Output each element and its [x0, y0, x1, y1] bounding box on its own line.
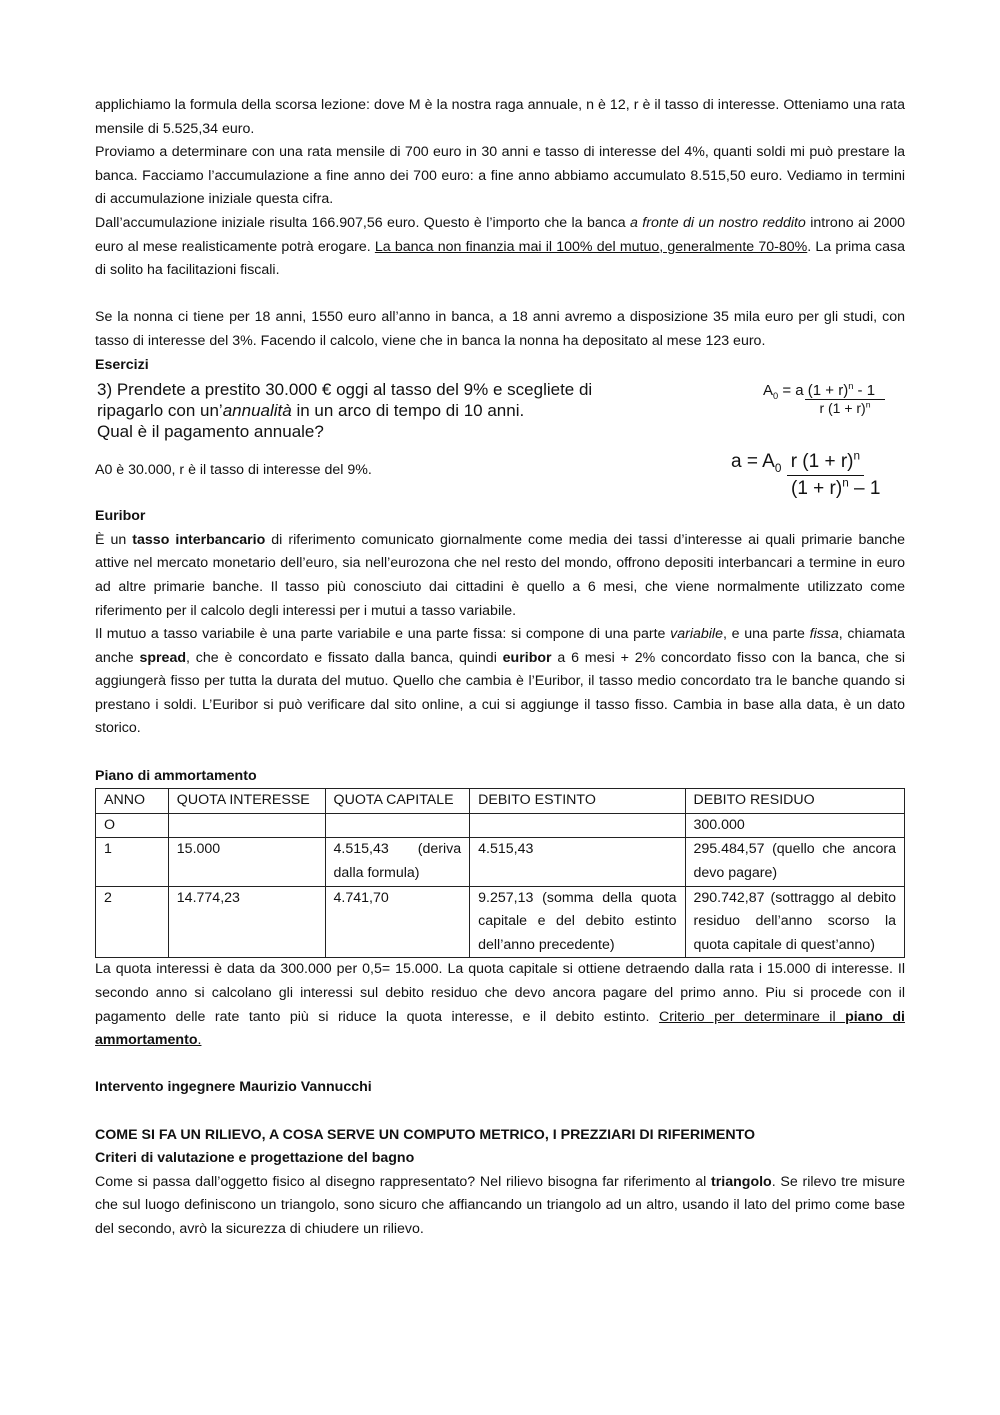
amortization-table [95, 788, 905, 958]
table-cell: 15.000 [168, 838, 325, 886]
spacer [95, 283, 905, 307]
table-cell [470, 813, 685, 838]
text-run: . [197, 1032, 202, 1049]
formula-term: (1 + r) [791, 478, 843, 500]
text-run: introno ai 2000 euro al mese realisticamente potrà erogare. [95, 214, 906, 255]
formula-term: = a (1 + r) [778, 382, 849, 400]
bold-run: piano di ammortamento [95, 1008, 905, 1049]
formula-numerator-line [763, 381, 903, 402]
formula-exponent: n [865, 399, 871, 410]
text-run: Criterio per determinare il [658, 1008, 846, 1025]
italic-run: a fronte di un nostro reddito [630, 214, 806, 231]
formula-denominator [791, 476, 906, 502]
esercizi-heading: Esercizi [95, 356, 149, 373]
exercise-block [95, 377, 905, 505]
text-run: ripagarlo con un’ [97, 401, 223, 421]
formula-term: – 1 [848, 478, 881, 500]
intro-paragraph-3 [95, 212, 905, 283]
table-header-cell: DEBITO RESIDUO [685, 789, 904, 814]
text-run: a 6 mesi + 2% concordato fisso con la banca, che si aggiungerà fisso per tutta la durata del mutuo. Quello che cambia è l’Euribor, il tasso medio concordato tra le banche quando si prestano i soldi. L’Euribor si può verificare dal sito online, a cui si aggiunge il tasso fisso. Cambia in base alla data, è un dato storico. [95, 649, 905, 737]
table-cell: 295.484,57 (quello che ancora devo pagare) [685, 838, 904, 886]
bold-run: triangolo [711, 1173, 772, 1190]
exercise-note: A0 è 30.000, r è il tasso di interesse del 9%. [95, 462, 372, 479]
spacer [95, 741, 905, 765]
euribor-paragraph-2 [95, 623, 905, 741]
euribor-paragraph-1 [95, 529, 905, 623]
table-header-row [96, 789, 905, 814]
euribor-heading: Euribor [95, 508, 146, 525]
text-run: , che è concordato e fissato dalla banca, quindi [186, 649, 503, 666]
table-header-cell: QUOTA CAPITALE [325, 789, 470, 814]
question-line-3: Qual è il pagamento annuale? [97, 422, 324, 442]
text-run: Come si passa dall’oggetto fisico al disegno rappresentato? Nel rilievo bisogna far riferimento al [95, 1173, 712, 1190]
formula-exponent: n [842, 476, 849, 490]
text-run: in un arco di tempo di 10 anni. [291, 401, 525, 421]
piano-heading: Piano di ammortamento [95, 767, 257, 784]
table-row [96, 813, 905, 838]
italic-run: fissa [809, 626, 839, 643]
text-run: La quota interessi è data da 300.000 per 0,5= 15.000. La quota capitale si ottiene detraendo dalla rata i 15.000 di interesse. Il secondo anno si calcolano gli interessi sul debito residuo che devo ancora pagare del primo anno. Piu si procede con il pagamento delle rate tanto più si riduce la quota interesse, e il debito estinto. [95, 961, 905, 1025]
table-cell: 290.742,87 (sottraggo al debito residuo dell’anno scorso la quota capitale di quest’anno) [685, 886, 904, 958]
table-row [96, 886, 905, 958]
formula-symbol: A [763, 382, 774, 400]
table-header-cell: ANNO [96, 789, 169, 814]
rilievo-heading: COME SI FA UN RILIEVO, A COSA SERVE UN COMPUTO METRICO, I PREZZIARI DI RIFERIMENTO [95, 1126, 756, 1143]
formula-term: r (1 + r) [819, 400, 866, 417]
table-cell [325, 813, 470, 838]
text-run: È un [95, 531, 133, 548]
text-run: , chiamata anche [95, 626, 906, 666]
table-cell: 300.000 [685, 813, 904, 838]
italic-run: variabile [670, 626, 723, 643]
rilievo-paragraph [95, 1171, 905, 1242]
rilievo-subheading: Criteri di valutazione e progettazione del bagno [95, 1150, 415, 1167]
spacer [95, 1053, 905, 1077]
piano-explanation [95, 958, 905, 1052]
text-run: di riferimento comunicato giornalmente come media dei tassi d’interesse ai quali primarie banche attive nel mercato monetario dell’euro, sia nell’eurozona che nel resto del mondo, offrono depositi interbancari a termine in euro ad altre primarie banche. Il tasso più conosciuto dai cittadini è quello a 6 mesi, che viene normalmente utilizzato come riferimento per il calcolo degli interessi per i mutui a tasso variabile. [95, 531, 905, 619]
question-line-1: 3) Prendete a prestito 30.000 € oggi al tasso del 9% e scegliete di [97, 380, 593, 400]
document-page [95, 94, 905, 1242]
intro-paragraph-4: Se la nonna ci tiene per 18 anni, 1550 euro all’anno in banca, a 18 anni avremo a disposizione 35 mila euro per gli studi, con tasso di interesse del 3%. Facendo il calcolo, viene che in banca la nonna ha depositato al mese 123 euro. [95, 309, 905, 349]
formula-numerator-line [731, 449, 906, 476]
formula-term: - 1 [853, 382, 876, 400]
formula-exponent: n [848, 381, 854, 392]
intervento-heading: Intervento ingegnere Maurizio Vannucchi [95, 1079, 372, 1096]
spacer [95, 1100, 905, 1124]
table-cell: 9.257,13 (somma della quota capitale e del debito estinto dell’anno precedente) [470, 886, 685, 958]
table-header-cell: DEBITO ESTINTO [470, 789, 685, 814]
exercise-question [97, 379, 657, 442]
formula-annual-payment [731, 449, 906, 502]
underlined-run: La banca non finanzia mai il 100% del mutuo, generalmente 70-80% [374, 238, 808, 255]
table-row [96, 838, 905, 886]
bold-run: euribor [502, 649, 552, 666]
text-run: . La prima casa di solito ha facilitazioni fiscali. [95, 238, 905, 279]
formula-numerator [787, 449, 864, 476]
formula-symbol: a = A [731, 451, 775, 473]
question-line-2 [97, 400, 657, 421]
formula-term: r (1 + r) [790, 451, 854, 473]
text-run: Il mutuo a tasso variabile è una parte variabile e una parte fissa: si compone di una parte [95, 626, 671, 643]
formula-exponent: n [853, 449, 861, 463]
formula-annuity-present-value [763, 383, 903, 416]
table-cell [168, 813, 325, 838]
formula-denominator [805, 399, 885, 416]
table-cell: 4.741,70 [325, 886, 470, 958]
table-cell: 4.515,43 (deriva dalla formula) [325, 838, 470, 886]
formula-subscript: 0 [773, 391, 779, 402]
table-cell: 4.515,43 [470, 838, 685, 886]
formula-subscript: 0 [774, 461, 782, 475]
text-run: . Se rilevo tre misure che sul luogo definiscono un triangolo, sono sicuro che affiancando un triangolo ad un altro, usando il lato del primo come base del secondo, avrò la sicurezza di chiudere un rilievo. [95, 1173, 905, 1237]
text-run: Dall’accumulazione iniziale risulta 166.907,56 euro. Questo è l’importo che la banca [95, 214, 631, 231]
table-header-cell: QUOTA INTERESSE [168, 789, 325, 814]
intro-paragraph-1: applichiamo la formula della scorsa lezione: dove M è la nostra raga annuale, n è 12, r è il tasso di interesse. Otteniamo una rata mensile di 5.525,34 euro. [95, 97, 905, 137]
italic-run: annualità [222, 401, 292, 421]
table-cell: 1 [96, 838, 169, 886]
bold-run: spread [139, 649, 187, 666]
intro-paragraph-2: Proviamo a determinare con una rata mensile di 700 euro in 30 anni e tasso di interesse del 4%, quanti soldi mi può prestare la banca. Facciamo l’accumulazione a fine anno dei 700 euro: a fine anno abbiamo accumulato 8.515,50 euro. Vediamo in termini di accumulazione iniziale questa cifra. [95, 144, 905, 208]
table-cell: 2 [96, 886, 169, 958]
text-run: , e una parte [722, 626, 810, 643]
table-cell: O [96, 813, 169, 838]
table-cell: 14.774,23 [168, 886, 325, 958]
bold-run: tasso interbancario [132, 531, 266, 548]
